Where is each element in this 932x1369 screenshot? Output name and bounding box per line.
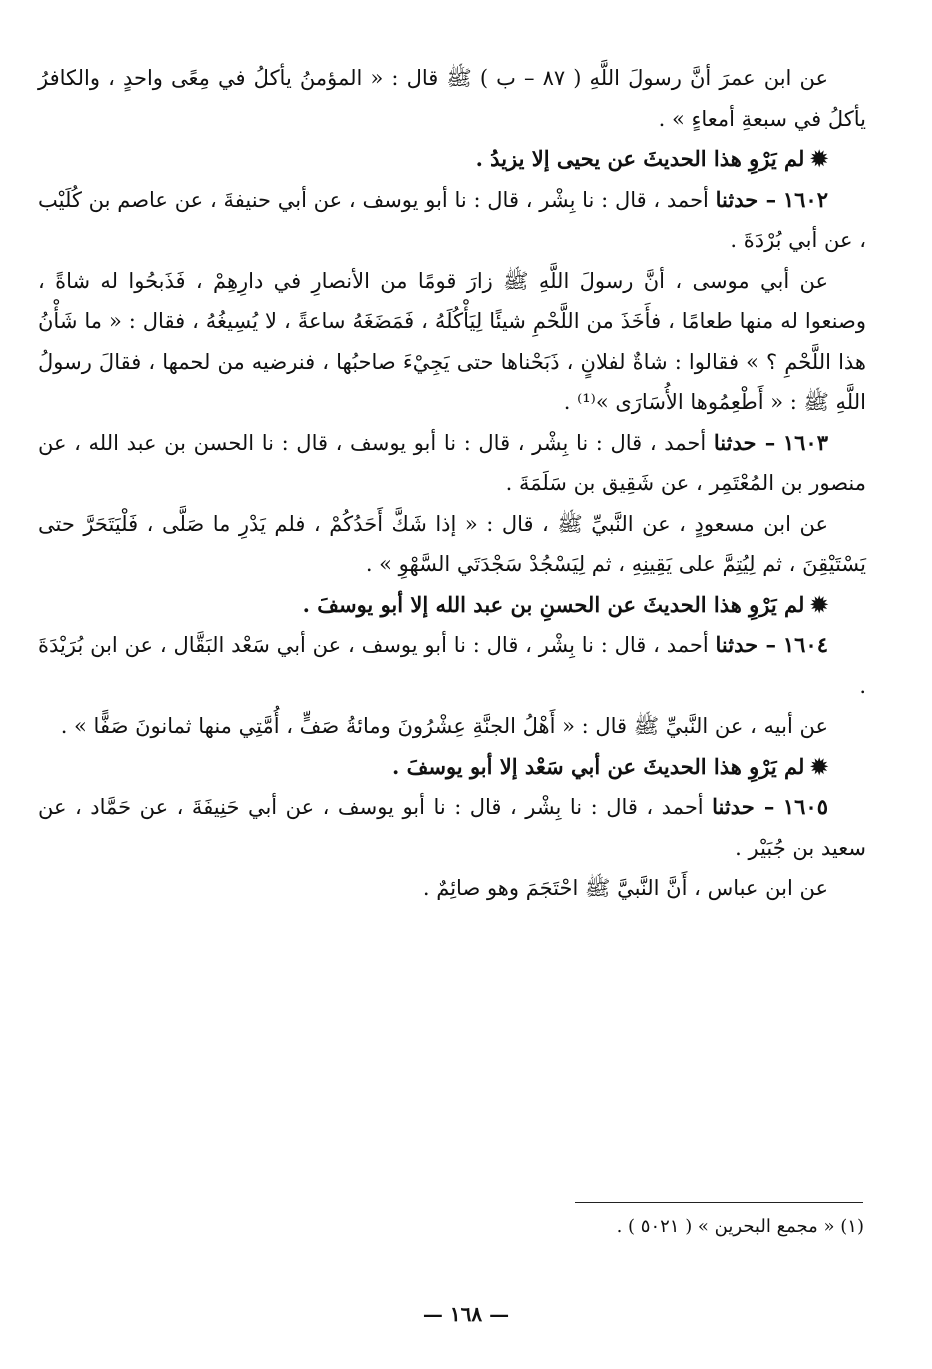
isnad-paragraph xyxy=(38,423,866,504)
hadith-text: عن أبيه ، عن النَّبيِّ ﷺ قال : « أَهْلُ الجنَّةِ عِشْرُونَ ومائةُ صَفٍّ ، أُمَّتِي منها ثمانونَ صَفًّا » . xyxy=(60,714,828,738)
main-text xyxy=(38,58,866,909)
hadith-text: عن أبي موسى ، أنَّ رسولَ اللَّهِ ﷺ زارَ قومًا من الأنصارِ في دارِهِمْ ، فَذَبحُوا له شاةً ، وصنعوا له منها طعامًا ، فأَخَذَ من اللَّحْمِ شيئًا لِيَأْكُلَهُ ، فَمَضَغَهُ ساعةً ، لا يُسِيغُهُ ، فقال : « ما شَأْنُ هذا اللَّحْمِ ؟ » فقالوا : شاةٌ لفلانٍ ، ذَبَحْناها حتى يَجِيْءَ صاحبُها ، فنرضيه من لحمها ، فقالَ رسولُ اللَّهِ ﷺ : « أَطْعِمُوها الأُسَارَى »⁽¹⁾ . xyxy=(38,268,866,414)
hadith-number: ١٦٠٤ xyxy=(782,632,828,657)
asterisk-icon: ✹ xyxy=(810,146,828,171)
isnad-text: أحمد ، قال : نا بِشْر ، قال : نا أبو يوسف ، عن أبي سَعْد البَقَّال ، عن ابن بُرَيْدَةَ . xyxy=(38,633,866,698)
isnad-paragraph xyxy=(38,625,866,706)
editor-note xyxy=(38,585,866,626)
footnote-divider xyxy=(575,1202,863,1203)
note-text: لم يَرْوِ هذا الحديثَ عن أبي سَعْد إلا أبو يوسفَ . xyxy=(391,753,805,779)
editor-note xyxy=(38,139,866,180)
note-text: لم يَرْوِ هذا الحديثَ عن يحيى إلا يزيدُ . xyxy=(475,146,805,171)
isnad-paragraph xyxy=(38,180,866,261)
hadith-text: عن ابن عمرَ أنَّ رسولَ اللَّهِ ( ٨٧ – ب ) ﷺ قال : « المؤمنُ يأكلُ في مِعًى واحدٍ ، والكافرُ يأكلُ في سبعةِ أمعاءٍ » . xyxy=(38,66,866,131)
hadith-number: ١٦٠٢ xyxy=(782,186,828,212)
hadith-number: ١٦٠٣ xyxy=(782,429,828,455)
editor-note xyxy=(38,747,866,788)
isnad-lead: – حدثنا xyxy=(713,429,776,455)
hadith-text: عن ابن عباس ، أَنَّ النَّبيَّ ﷺ احْتَجَمَ وهو صائِمٌ . xyxy=(422,876,828,900)
asterisk-icon: ✹ xyxy=(810,753,828,779)
hadith-number: ١٦٠٥ xyxy=(782,794,828,819)
isnad-lead: – حدثنا xyxy=(715,186,777,212)
asterisk-icon: ✹ xyxy=(810,591,828,617)
hadith-text: عن ابن مسعودٍ ، عن النَّبيِّ ﷺ ، قال : « إذا شَكَّ أَحَدُكُمْ ، فلم يَدْرِ ما صَلَّى ، فَلْيَتَحَرَّ حتى يَسْتَيْقِنَ ، ثم لِيُتِمَّ على يَقِينِهِ ، ثم لِيَسْجُدْ سَجْدَتَي السَّهْوِ » . xyxy=(38,511,866,576)
note-text: لم يَرْوِ هذا الحديثَ عن الحسنِ بن عبد الله إلا أبو يوسفَ . xyxy=(302,591,805,617)
isnad-text: أحمد ، قال : نا بِشْر ، قال : نا أبو يوسف ، قال : نا الحسن بن عبد الله ، عن منصور بن المُعْتَمِر ، عن شَقِيق بن سَلَمَةَ . xyxy=(38,430,866,495)
page-number: — ١٦٨ — xyxy=(422,1302,510,1326)
isnad-lead: – حدثنا xyxy=(712,794,775,819)
isnad-paragraph xyxy=(38,787,866,868)
isnad-lead: – حدثنا xyxy=(715,632,777,657)
isnad-text: أحمد ، قال : نا بِشْر ، قال : نا أبو يوسف ، عن أبي حَنِيفَةَ ، عن حَمَّاد ، عن سعيد بن جُبَيْر . xyxy=(38,795,866,860)
isnad-text: أحمد ، قال : نا بِشْر ، قال : نا أبو يوسف ، عن أبي حنيفةَ ، عن عاصم بن كُلَيْب ، عن أبي بُرْدَةَ . xyxy=(38,187,866,252)
footnote: (١) « مجمع البحرين » ( ٥٠٢١ ) . xyxy=(616,1216,864,1237)
